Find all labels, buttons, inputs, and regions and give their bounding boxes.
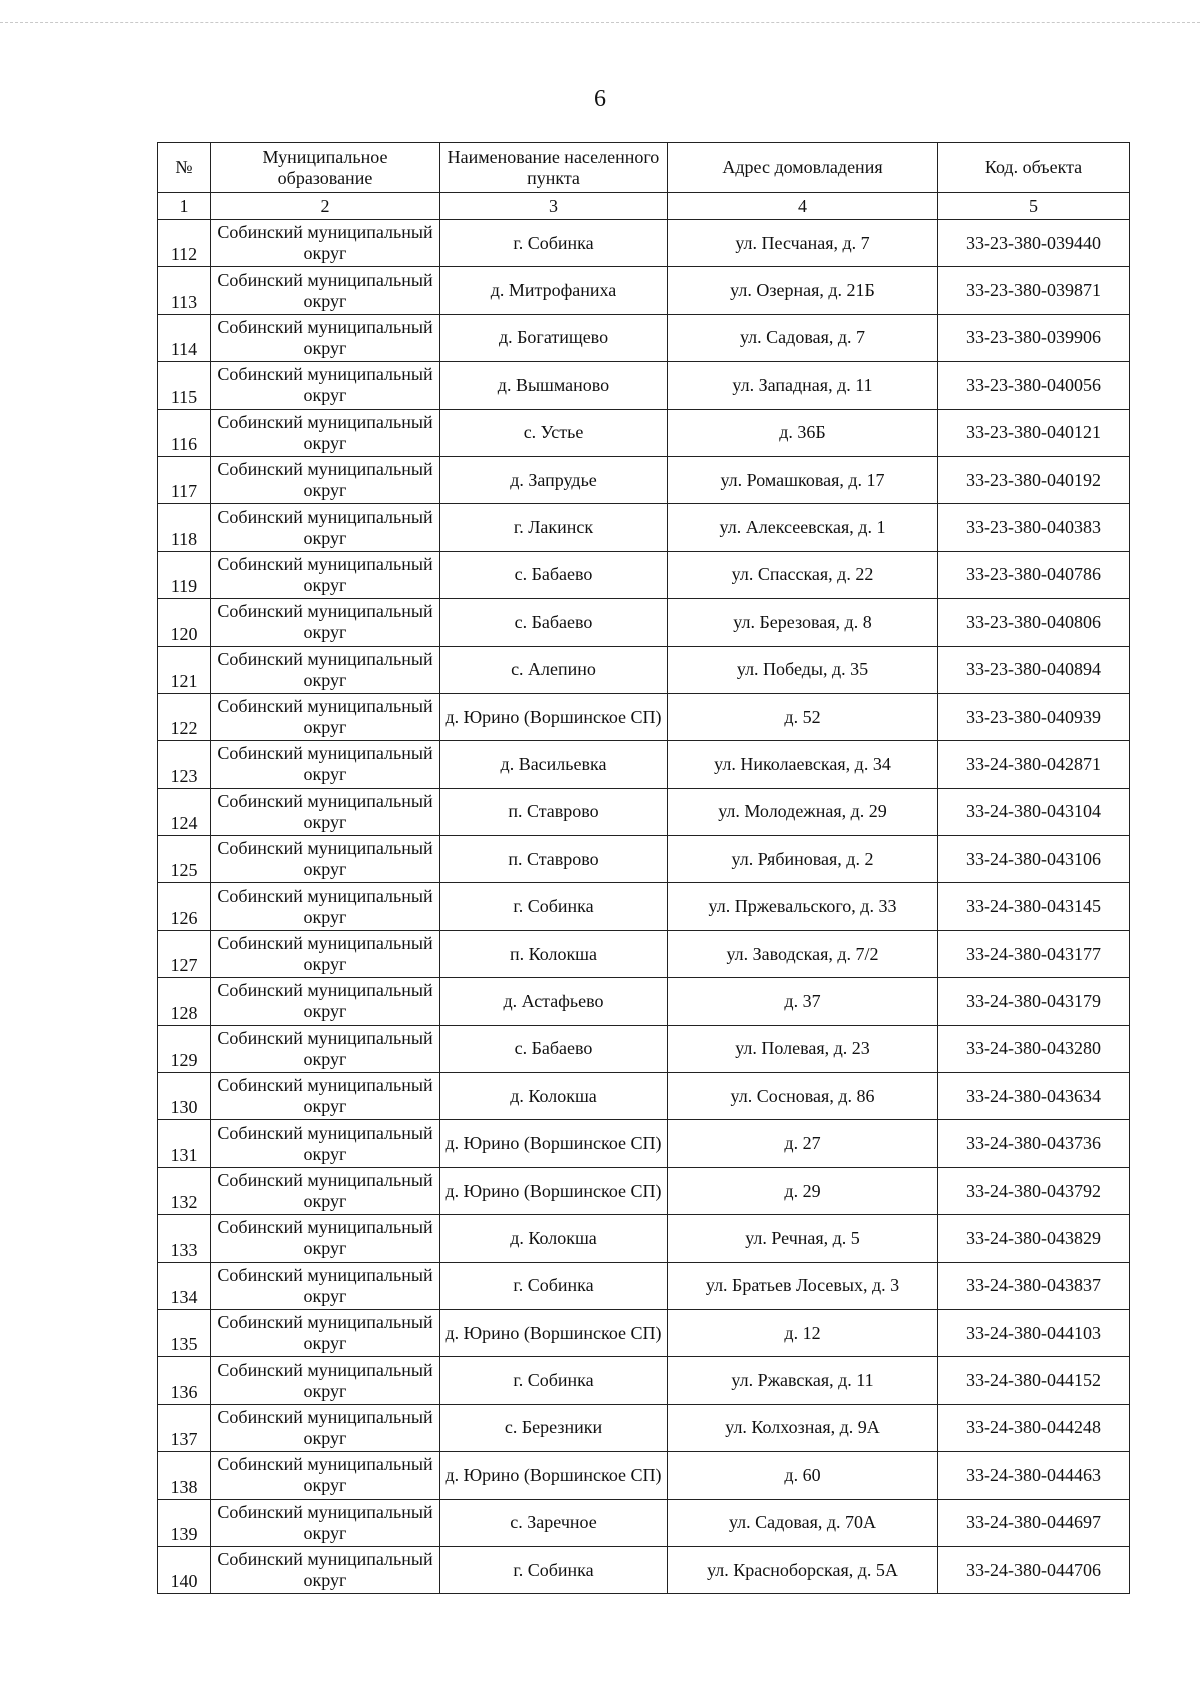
address-cell: ул. Западная, д. 11: [668, 362, 938, 409]
object-code-cell: 33-23-380-039440: [938, 220, 1130, 267]
address-cell: ул. Алексеевская, д. 1: [668, 504, 938, 551]
row-number: 138: [158, 1452, 211, 1499]
municipality-cell: Собинский муниципальный округ: [211, 362, 440, 409]
table-row: [158, 504, 1130, 551]
locality-cell: д. Колокша: [440, 1215, 668, 1262]
locality-cell: д. Юрино (Воршинское СП): [440, 1120, 668, 1167]
locality-cell: с. Бабаево: [440, 599, 668, 646]
locality-cell: д. Богатищево: [440, 314, 668, 361]
object-code-cell: 33-23-380-040192: [938, 456, 1130, 503]
object-code-cell: 33-24-380-043145: [938, 883, 1130, 930]
row-number: 129: [158, 1025, 211, 1072]
table-row: [158, 883, 1130, 930]
address-cell: ул. Колхозная, д. 9А: [668, 1404, 938, 1451]
object-code-cell: 33-24-380-043177: [938, 930, 1130, 977]
column-number: 2: [211, 193, 440, 220]
address-cell: ул. Песчаная, д. 7: [668, 220, 938, 267]
address-cell: ул. Березовая, д. 8: [668, 599, 938, 646]
municipality-cell: Собинский муниципальный округ: [211, 1499, 440, 1546]
table-row: [158, 1499, 1130, 1546]
municipality-cell: Собинский муниципальный округ: [211, 1215, 440, 1262]
table-row: [158, 1404, 1130, 1451]
address-cell: д. 60: [668, 1452, 938, 1499]
locality-cell: д. Юрино (Воршинское СП): [440, 1309, 668, 1356]
address-cell: ул. Спасская, д. 22: [668, 551, 938, 598]
row-number: 124: [158, 788, 211, 835]
object-code-cell: 33-23-380-040056: [938, 362, 1130, 409]
row-number: 133: [158, 1215, 211, 1262]
address-cell: ул. Пржевальского, д. 33: [668, 883, 938, 930]
header-number: №: [158, 143, 211, 193]
municipality-cell: Собинский муниципальный округ: [211, 456, 440, 503]
table-row: [158, 267, 1130, 314]
object-code-cell: 33-24-380-043280: [938, 1025, 1130, 1072]
municipality-cell: Собинский муниципальный округ: [211, 1546, 440, 1593]
header-row: [158, 143, 1130, 193]
municipality-cell: Собинский муниципальный округ: [211, 1262, 440, 1309]
row-number: 121: [158, 646, 211, 693]
object-code-cell: 33-24-380-044248: [938, 1404, 1130, 1451]
municipality-cell: Собинский муниципальный округ: [211, 220, 440, 267]
address-cell: ул. Заводская, д. 7/2: [668, 930, 938, 977]
table-row: [158, 978, 1130, 1025]
municipality-cell: Собинский муниципальный округ: [211, 1309, 440, 1356]
column-number: 5: [938, 193, 1130, 220]
municipality-cell: Собинский муниципальный округ: [211, 646, 440, 693]
municipality-cell: Собинский муниципальный округ: [211, 978, 440, 1025]
column-number: 1: [158, 193, 211, 220]
header-object-code: Код. объекта: [938, 143, 1130, 193]
municipality-cell: Собинский муниципальный округ: [211, 551, 440, 598]
table-row: [158, 1167, 1130, 1214]
table-row: [158, 599, 1130, 646]
locality-cell: с. Алепино: [440, 646, 668, 693]
locality-cell: с. Березники: [440, 1404, 668, 1451]
object-code-cell: 33-24-380-043104: [938, 788, 1130, 835]
table-row: [158, 693, 1130, 740]
address-cell: ул. Братьев Лосевых, д. 3: [668, 1262, 938, 1309]
column-number-row: [158, 193, 1130, 220]
locality-cell: с. Заречное: [440, 1499, 668, 1546]
table-row: [158, 1262, 1130, 1309]
row-number: 115: [158, 362, 211, 409]
address-cell: д. 27: [668, 1120, 938, 1167]
locality-cell: п. Ставрово: [440, 788, 668, 835]
object-code-cell: 33-23-380-040939: [938, 693, 1130, 740]
locality-cell: д. Астафьево: [440, 978, 668, 1025]
municipality-cell: Собинский муниципальный округ: [211, 409, 440, 456]
municipality-cell: Собинский муниципальный округ: [211, 693, 440, 740]
address-cell: ул. Молодежная, д. 29: [668, 788, 938, 835]
municipality-cell: Собинский муниципальный округ: [211, 1167, 440, 1214]
table-row: [158, 362, 1130, 409]
address-cell: ул. Ржавская, д. 11: [668, 1357, 938, 1404]
row-number: 125: [158, 836, 211, 883]
table-row: [158, 314, 1130, 361]
row-number: 113: [158, 267, 211, 314]
row-number: 112: [158, 220, 211, 267]
locality-cell: с. Бабаево: [440, 551, 668, 598]
municipality-cell: Собинский муниципальный округ: [211, 314, 440, 361]
page-number: 6: [594, 86, 606, 112]
row-number: 123: [158, 741, 211, 788]
header-municipality: Муниципальное образование: [211, 143, 440, 193]
locality-cell: г. Собинка: [440, 883, 668, 930]
object-code-cell: 33-23-380-040786: [938, 551, 1130, 598]
table-row: [158, 930, 1130, 977]
table-row: [158, 1452, 1130, 1499]
address-cell: ул. Сосновая, д. 86: [668, 1073, 938, 1120]
row-number: 118: [158, 504, 211, 551]
object-code-cell: 33-23-380-040121: [938, 409, 1130, 456]
object-code-cell: 33-23-380-040894: [938, 646, 1130, 693]
object-code-cell: 33-23-380-040806: [938, 599, 1130, 646]
table-row: [158, 836, 1130, 883]
object-code-cell: 33-24-380-044697: [938, 1499, 1130, 1546]
municipality-cell: Собинский муниципальный округ: [211, 267, 440, 314]
address-cell: ул. Победы, д. 35: [668, 646, 938, 693]
scan-edge-line: [0, 22, 1200, 23]
municipality-cell: Собинский муниципальный округ: [211, 1404, 440, 1451]
registry-body: [158, 220, 1130, 1594]
municipality-cell: Собинский муниципальный округ: [211, 788, 440, 835]
table-row: [158, 1025, 1130, 1072]
table-row: [158, 1357, 1130, 1404]
address-cell: д. 52: [668, 693, 938, 740]
table-row: [158, 220, 1130, 267]
row-number: 120: [158, 599, 211, 646]
object-code-cell: 33-23-380-039906: [938, 314, 1130, 361]
table-row: [158, 409, 1130, 456]
row-number: 116: [158, 409, 211, 456]
address-cell: ул. Красноборская, д. 5А: [668, 1546, 938, 1593]
locality-cell: г. Лакинск: [440, 504, 668, 551]
locality-cell: д. Юрино (Воршинское СП): [440, 693, 668, 740]
table-row: [158, 1546, 1130, 1593]
municipality-cell: Собинский муниципальный округ: [211, 1120, 440, 1167]
object-code-cell: 33-24-380-043634: [938, 1073, 1130, 1120]
row-number: 135: [158, 1309, 211, 1356]
row-number: 140: [158, 1546, 211, 1593]
row-number: 128: [158, 978, 211, 1025]
municipality-cell: Собинский муниципальный округ: [211, 836, 440, 883]
object-code-cell: 33-23-380-040383: [938, 504, 1130, 551]
object-code-cell: 33-23-380-039871: [938, 267, 1130, 314]
object-code-cell: 33-24-380-043179: [938, 978, 1130, 1025]
locality-cell: д. Митрофаниха: [440, 267, 668, 314]
object-code-cell: 33-24-380-044706: [938, 1546, 1130, 1593]
address-cell: ул. Рябиновая, д. 2: [668, 836, 938, 883]
locality-cell: д. Васильевка: [440, 741, 668, 788]
locality-cell: с. Устье: [440, 409, 668, 456]
municipality-cell: Собинский муниципальный округ: [211, 1025, 440, 1072]
row-number: 127: [158, 930, 211, 977]
header-locality: Наименование населенного пункта: [440, 143, 668, 193]
table-row: [158, 1120, 1130, 1167]
locality-cell: д. Запрудье: [440, 456, 668, 503]
locality-cell: г. Собинка: [440, 1357, 668, 1404]
object-code-cell: 33-24-380-043792: [938, 1167, 1130, 1214]
object-code-cell: 33-24-380-043106: [938, 836, 1130, 883]
row-number: 126: [158, 883, 211, 930]
row-number: 122: [158, 693, 211, 740]
municipality-cell: Собинский муниципальный округ: [211, 930, 440, 977]
row-number: 130: [158, 1073, 211, 1120]
municipality-cell: Собинский муниципальный округ: [211, 883, 440, 930]
table-row: [158, 551, 1130, 598]
locality-cell: г. Собинка: [440, 1262, 668, 1309]
locality-cell: д. Вышманово: [440, 362, 668, 409]
column-number: 3: [440, 193, 668, 220]
column-number: 4: [668, 193, 938, 220]
row-number: 117: [158, 456, 211, 503]
municipality-cell: Собинский муниципальный округ: [211, 1073, 440, 1120]
locality-cell: г. Собинка: [440, 1546, 668, 1593]
row-number: 131: [158, 1120, 211, 1167]
locality-cell: с. Бабаево: [440, 1025, 668, 1072]
row-number: 137: [158, 1404, 211, 1451]
header-address: Адрес домовладения: [668, 143, 938, 193]
row-number: 119: [158, 551, 211, 598]
object-code-cell: 33-24-380-044152: [938, 1357, 1130, 1404]
table-row: [158, 456, 1130, 503]
municipality-cell: Собинский муниципальный округ: [211, 504, 440, 551]
locality-cell: п. Ставрово: [440, 836, 668, 883]
table-row: [158, 788, 1130, 835]
address-cell: д. 29: [668, 1167, 938, 1214]
address-cell: ул. Николаевская, д. 34: [668, 741, 938, 788]
municipality-cell: Собинский муниципальный округ: [211, 599, 440, 646]
municipality-cell: Собинский муниципальный округ: [211, 741, 440, 788]
table-row: [158, 741, 1130, 788]
municipality-cell: Собинский муниципальный округ: [211, 1452, 440, 1499]
row-number: 136: [158, 1357, 211, 1404]
address-cell: ул. Озерная, д. 21Б: [668, 267, 938, 314]
object-code-cell: 33-24-380-042871: [938, 741, 1130, 788]
table-row: [158, 1215, 1130, 1262]
address-cell: д. 37: [668, 978, 938, 1025]
locality-cell: п. Колокша: [440, 930, 668, 977]
address-cell: д. 12: [668, 1309, 938, 1356]
object-code-cell: 33-24-380-044103: [938, 1309, 1130, 1356]
table-row: [158, 1073, 1130, 1120]
locality-cell: д. Колокша: [440, 1073, 668, 1120]
row-number: 134: [158, 1262, 211, 1309]
table-row: [158, 646, 1130, 693]
object-code-cell: 33-24-380-043736: [938, 1120, 1130, 1167]
locality-cell: д. Юрино (Воршинское СП): [440, 1452, 668, 1499]
row-number: 132: [158, 1167, 211, 1214]
municipality-cell: Собинский муниципальный округ: [211, 1357, 440, 1404]
object-code-cell: 33-24-380-044463: [938, 1452, 1130, 1499]
row-number: 114: [158, 314, 211, 361]
row-number: 139: [158, 1499, 211, 1546]
registry-table: [157, 142, 1130, 1594]
address-cell: ул. Полевая, д. 23: [668, 1025, 938, 1072]
object-code-cell: 33-24-380-043829: [938, 1215, 1130, 1262]
address-cell: ул. Речная, д. 5: [668, 1215, 938, 1262]
address-cell: ул. Садовая, д. 7: [668, 314, 938, 361]
address-cell: ул. Ромашковая, д. 17: [668, 456, 938, 503]
locality-cell: г. Собинка: [440, 220, 668, 267]
locality-cell: д. Юрино (Воршинское СП): [440, 1167, 668, 1214]
address-cell: д. 36Б: [668, 409, 938, 456]
address-cell: ул. Садовая, д. 70А: [668, 1499, 938, 1546]
table-row: [158, 1309, 1130, 1356]
object-code-cell: 33-24-380-043837: [938, 1262, 1130, 1309]
